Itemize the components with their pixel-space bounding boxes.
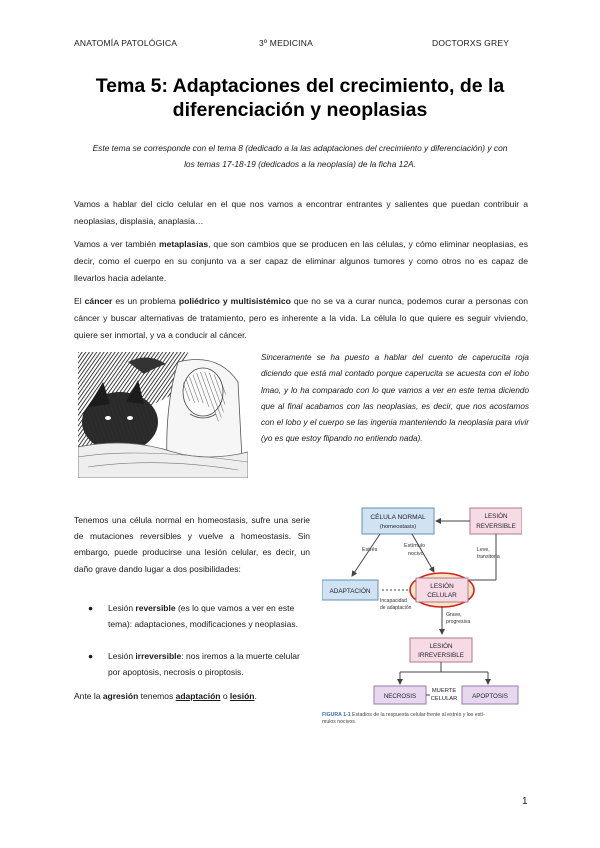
cell-injury-label-2: CELULAR xyxy=(427,592,457,599)
bullet-dot-icon: ● xyxy=(88,603,94,613)
paragraph-cell-cycle: Vamos a hablar del ciclo celular en el que nos vamos a encontrar entrantes y salientes que puedan contribuir a neoplasias, displasia, anaplasia… xyxy=(74,199,528,226)
term-cancer: cáncer xyxy=(84,296,113,306)
figure-caption-2: mulos nocivos. xyxy=(322,719,357,725)
mild-label-1: Leve, xyxy=(477,547,490,553)
apoptosis-label: APOPTOSIS xyxy=(472,693,508,700)
red-riding-hood-illustration xyxy=(78,352,248,478)
normal-cell-label: CÉLULA NORMAL xyxy=(370,514,426,521)
stimulus-label-2: nocivo xyxy=(408,551,424,557)
reversible-label-1: LESIÓN xyxy=(484,513,508,520)
bullet-dot-icon: ● xyxy=(88,651,94,661)
normal-cell-sub: (homeostasis) xyxy=(379,524,417,530)
incapacity-label-2: de adaptación xyxy=(380,605,412,611)
list-item: ● Lesión reversible (es lo que vamos a ver en este tema): adaptaciones, modificaciones y neoplasias. xyxy=(74,600,310,632)
stimulus-label-1: Estímulo xyxy=(404,543,425,549)
term-adaptacion: adaptación xyxy=(175,691,221,701)
list-item: ● Lesión irreversible: nos iremos a la muerte celular por apoptosis, necrosis o piroptosis. xyxy=(74,648,310,680)
necrosis-label: NECROSIS xyxy=(383,693,417,700)
cell-death-label-1: MUERTE xyxy=(431,688,457,694)
paragraph-metaplasia: Vamos a ver también metaplasias, que son cambios que se producen en las células, y cómo eliminar neoplasias, es decir, como el cuerpo en su conjunto va a ser capaz de eliminar algunos tumores y como otros no es capaz de llevarlos hacia adelante. xyxy=(74,239,528,283)
page-number: 1 xyxy=(522,796,528,807)
header-subject: ANATOMÍA PATOLÓGICA xyxy=(74,38,178,48)
mild-label-2: transitoria xyxy=(477,554,500,560)
term-lesion: lesión xyxy=(229,691,255,701)
irreversible-label-2: IRREVERSIBLE xyxy=(418,652,464,659)
cell-death-label-2: CELULAR xyxy=(430,696,458,702)
term-metaplasias: metaplasias xyxy=(158,239,209,249)
severe-label-2: progresiva xyxy=(446,619,471,625)
header-author: DOCTORXS GREY xyxy=(432,38,510,48)
term-irreversible: irreversible xyxy=(135,651,182,661)
intro-note: Este tema se corresponde con el tema 8 (dedicado a la las adaptaciones del crecimiento y diferenciación) y con los temas 17-18-19 (dedicados a la neoplasia) de la ficha 12A. xyxy=(92,143,508,169)
figure-caption-1: Estadios de la respuesta celular frente al estrés y los estí- xyxy=(352,712,485,718)
page-title: Tema 5: Adaptaciones del crecimiento, de la diferenciación y neoplasias xyxy=(95,75,505,121)
term-agresion: agresión xyxy=(102,691,139,701)
irreversible-label-1: LESIÓN xyxy=(429,643,453,650)
paragraph-cancer: El cáncer es un problema poliédrico y multisistémico que no se va a curar nunca, podemos curar a personas con cáncer y buscar alternativas de tratamiento, pero es inherente a la vida. La célula lo que quiere es seguir viviendo, quiere ser inmortal, y va a conducir al cáncer. xyxy=(74,296,529,340)
term-reversible: reversible xyxy=(135,603,176,613)
reversible-label-2: REVERSIBLE xyxy=(476,523,516,530)
header-course: 3º MEDICINA xyxy=(259,38,313,48)
figure-label: FIGURA 1-1 xyxy=(322,712,351,718)
paragraph-normal-cell: Tenemos una célula normal en homeostasis, sufre una serie de mutaciones reversibles y vuelve a homeostasis. Sin embargo, puede producirse una lesión celular, es decir, un daño grave dando lugar a dos posibilidades: xyxy=(74,515,310,574)
cell-response-diagram xyxy=(322,500,522,726)
paragraph-red-riding-hood: Sinceramente se ha puesto a hablar del cuento de caperucita roja diciendo que está mal contado porque caperucita se acuesta con el lobo lmao, y lo ha comparado con lo que vamos a ver en este tema diciendo que al final acabamos con las neoplasias, es decir, que nos acostamos con el lobo y el cuerpo se las ingenia manteniendo la neoplasia para vivir (yo es que estoy flipando no entiendo nada). xyxy=(261,353,529,444)
severe-label-1: Grave, xyxy=(446,612,462,618)
stress-label: Estrés xyxy=(362,547,378,553)
normal-cell-box xyxy=(362,508,434,534)
term-polyhedral: poliédrico y multisistémico xyxy=(178,296,291,306)
incapacity-label-1: Incapacidad xyxy=(380,598,407,604)
cell-injury-label-1: LESIÓN xyxy=(430,583,454,590)
reversible-box xyxy=(470,508,522,534)
adaptation-label: ADAPTACIÓN xyxy=(329,588,371,595)
paragraph-aggression: Ante la agresión tenemos adaptación o lesión. xyxy=(74,691,257,701)
